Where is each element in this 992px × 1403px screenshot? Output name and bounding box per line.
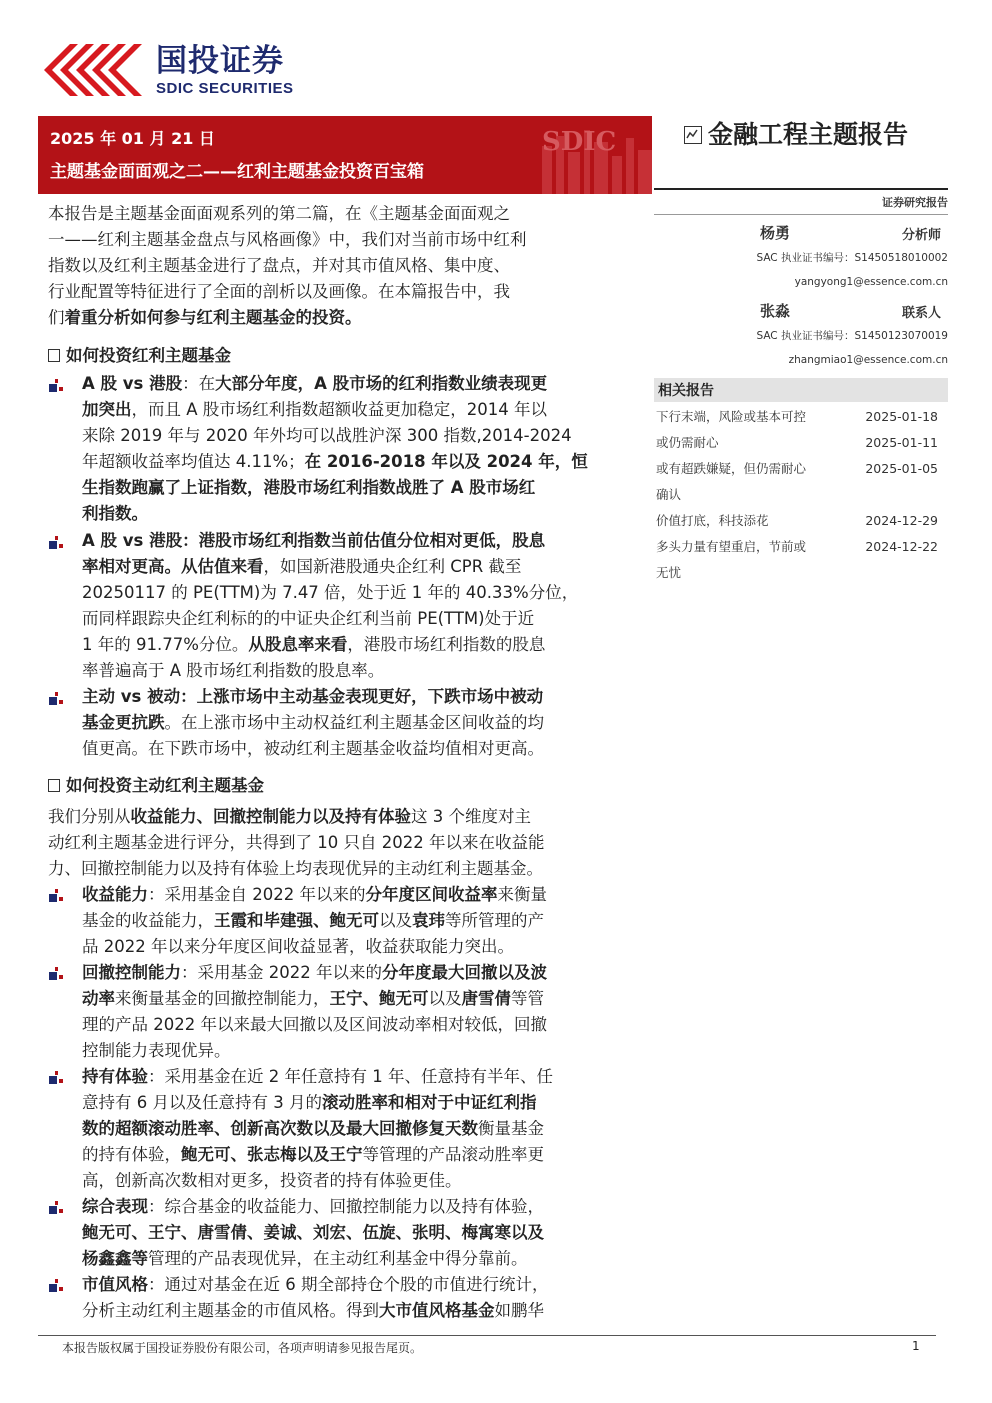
related-report-link[interactable]: 确认 (656, 487, 682, 502)
text-span: 理的产品 2022 年以来最大回撤以及区间波动率相对较低，回撤 (82, 1015, 547, 1034)
bullet-text (82, 371, 642, 527)
skyline-decoration-icon (392, 116, 652, 194)
company-logo (44, 40, 324, 100)
section-title: 如何投资红利主题基金 (66, 346, 231, 365)
list-icon (48, 349, 60, 362)
text-span: ，如国新港股通央企红利 CPR 截至 (263, 557, 522, 576)
section-title: 如何投资主动红利主题基金 (66, 776, 264, 795)
text-span: 收益能力、回撤控制能力以及持有体验 (130, 807, 411, 826)
bullet-text (82, 1194, 642, 1272)
text-span: 生指数跑赢了上证指数，港股市场红利指数战胜了 A 股市场红 (82, 478, 536, 497)
related-report-date: 2024-12-29 (865, 513, 938, 528)
text-span: 。在上涨市场中主动权益红利主题基金区间收益的均 (164, 713, 544, 732)
section-header (48, 772, 264, 796)
text-span: 来除 2019 年与 2020 年外均可以战胜沪深 300 指数,2014-2024 (82, 426, 572, 445)
text-line: 指数以及红利主题基金进行了盘点，并对其市值风格、集中度、 (48, 256, 510, 275)
text-span: 数的超额滚动胜率、创新高次数以及最大回撤修复天数 (82, 1119, 478, 1138)
related-report-link[interactable]: 无忧 (656, 565, 682, 580)
text-span: 年超额收益率均值达 4.11%； (82, 452, 305, 471)
text-span: 的持有体验， (82, 1145, 181, 1164)
text-span: 品 2022 年以来分年度区间收益显著，收益获取能力突出。 (82, 937, 514, 956)
text-span: ，而且 A 股市场红利指数超额收益更加稳定，2014 年以 (131, 400, 548, 419)
text-span: 等所管理的产 (445, 911, 544, 930)
logo-cn-text: 国投证券 (156, 43, 284, 79)
text-span: 来衡量基金的回撤控制能力， (115, 989, 330, 1008)
text-span: 动率 (82, 989, 115, 1008)
bullet-icon (48, 966, 64, 982)
related-report-link[interactable]: 价值打底，科技添花 (656, 513, 769, 528)
analyst-cert: SAC 执业证书编号：S1450518010002 (756, 252, 948, 264)
bullet-icon (48, 691, 64, 707)
text-span: 分年度区间收益率 (365, 885, 498, 904)
intro-paragraph (48, 201, 618, 331)
footer-disclaimer: 本报告版权属于国投证券股份有限公司，各项声明请参见报告尾页。 (62, 1341, 423, 1355)
related-report-link[interactable]: 或有超跌嫌疑，但仍需耐心 (656, 461, 807, 476)
related-report-date: 2025-01-05 (865, 461, 938, 476)
text-span: 我们分别从 (48, 807, 131, 826)
text-span: ：采用基金在近 2 年任意持有 1 年、任意持有半年、任 (148, 1067, 553, 1086)
related-report-date: 2024-12-22 (865, 539, 938, 554)
bullet-text (82, 1064, 642, 1194)
chart-line-icon (684, 126, 702, 144)
text-span: 值更高。在下跌市场中，被动红利主题基金收益均值相对更高。 (82, 739, 544, 758)
text-span: 以及 (379, 911, 412, 930)
bullet-icon (48, 1200, 64, 1216)
text-span: 基金更抗跌 (82, 713, 165, 732)
related-reports-title: 相关报告 (658, 383, 714, 399)
text-span: 1 年的 91.77%分位。 (82, 635, 249, 654)
text-span: 持有体验 (82, 1067, 148, 1086)
text-span: 袁玮 (412, 911, 445, 930)
analyst-role: 联系人 (902, 306, 942, 321)
analyst-name: 杨勇 (760, 224, 791, 242)
analyst-name: 张淼 (760, 302, 791, 320)
text-span: 收益能力 (82, 885, 148, 904)
report-type: 金融工程主题报告 (708, 120, 909, 149)
text-span: 来衡量 (497, 885, 547, 904)
text-span: 控制能力表现优异。 (82, 1041, 231, 1060)
text-span: ，港股市场红利指数的股息 (347, 635, 546, 654)
text-span: 管理的产品表现优异，在主动红利基金中得分靠前。 (148, 1249, 528, 1268)
text-span: 高，创新高次数相对更多，投资者的持有体验更佳。 (82, 1171, 462, 1190)
text-span: 鲍无可、张志梅以及王宁 (181, 1145, 363, 1164)
divider (654, 188, 948, 190)
text-span: 主动 vs 被动：上涨市场中主动基金表现更好，下跌市场中被动 (82, 687, 544, 706)
text-span: 大部分年度，A 股市场的红利指数业绩表现更 (215, 374, 548, 393)
analyst-role: 分析师 (902, 228, 942, 243)
text-span: 意持有 6 月以及任意持有 3 月的 (82, 1093, 322, 1112)
logo-mark-icon (44, 44, 148, 96)
text-span: 鲍无可、王宁、唐雪倩、姜诚、刘宏、伍旋、张明、梅寓寒以及 (82, 1223, 544, 1242)
text-span: 力、回撤控制能力以及持有体验上均表现优异的主动红利主题基金。 (48, 859, 543, 878)
report-title: 主题基金面面观之二——红利主题基金投资百宝箱 (50, 162, 424, 182)
related-report-link[interactable]: 或仍需耐心 (656, 435, 719, 450)
text-span: 等管理的产品滚动胜率更 (362, 1145, 544, 1164)
text-span: A 股 vs 港股 (82, 374, 183, 393)
analyst-cert: SAC 执业证书编号：S1450123070019 (756, 330, 948, 342)
text-span: 分析主动红利主题基金的市值风格。得到 (82, 1301, 379, 1320)
bullet-text (82, 960, 642, 1064)
bullet-text (82, 528, 642, 684)
text-line: 一——红利主题基金盘点与风格画像》中，我们对当前市场中红利 (48, 230, 527, 249)
bullet-icon (48, 888, 64, 904)
banner-watermark: SDIC (542, 127, 617, 157)
text-span: 等管 (511, 989, 544, 1008)
bullet-text (82, 1272, 642, 1324)
text-span: 回撤控制能力 (82, 963, 181, 982)
text-span: 率相对更高。从估值来看 (82, 557, 264, 576)
divider (654, 214, 948, 215)
section2-intro (48, 804, 638, 882)
text-span: 这 3 个维度对主 (411, 807, 531, 826)
text-span: 大市值风格基金 (379, 1301, 495, 1320)
text-span: 王霞和毕建强、鲍无可 (214, 911, 379, 930)
text-span: 唐雪倩 (461, 989, 511, 1008)
text-bold: 着重分析如何参与红利主题基金的投资。 (64, 308, 362, 327)
text-span: 而同样跟踪央企红利标的的中证央企红利当前 PE(TTM)处于近 (82, 609, 535, 628)
report-date: 2025 年 01 月 21 日 (50, 129, 215, 148)
title-banner (38, 116, 652, 194)
page-number: 1 (912, 1339, 920, 1353)
text-line: 行业配置等特征进行了全面的剖析以及画像。在本篇报告中，我 (48, 282, 510, 301)
text-span: 从股息率来看 (248, 635, 348, 654)
text-span: 如鹏华 (494, 1301, 544, 1320)
text-span: ：通过对基金在近 6 期全部持仓个股的市值进行统计， (148, 1275, 549, 1294)
text-span: 分年度最大回撤以及波 (381, 963, 547, 982)
text-span: 率普遍高于 A 股市场红利指数的股息率。 (82, 661, 385, 680)
text-span: 衡量基金 (478, 1119, 544, 1138)
text-span: 基金的收益能力， (82, 911, 214, 930)
text-line: 们 (48, 308, 65, 327)
related-reports-header (654, 378, 948, 402)
text-span: 动红利主题基金进行评分，共得到了 10 只自 2022 年以来在收益能 (48, 833, 545, 852)
text-span: 综合表现 (82, 1197, 148, 1216)
text-span: 以及 (428, 989, 462, 1008)
text-span: 在 2016-2018 年以及 2024 年，恒 (304, 452, 588, 471)
analyst-email[interactable]: yangyong1@essence.com.cn (794, 276, 948, 288)
list-icon (48, 779, 60, 792)
text-span: A 股 vs 港股：港股市场红利指数当前估值分位相对更低，股息 (82, 531, 546, 550)
related-report-link[interactable]: 多头力量有望重启，节前或 (656, 539, 807, 554)
text-span: 滚动胜率和相对于中证红利指 (321, 1093, 537, 1112)
bullet-icon (48, 535, 64, 551)
bullet-icon (48, 1070, 64, 1086)
logo-en-text: SDIC SECURITIES (156, 80, 294, 97)
bullet-text (82, 684, 642, 762)
text-span: 市值风格 (82, 1275, 148, 1294)
text-span: ：综合基金的收益能力、回撤控制能力以及持有体验， (148, 1197, 544, 1216)
bullet-text (82, 882, 642, 960)
text-span: 利指数。 (82, 504, 148, 523)
report-type-block (684, 118, 946, 154)
doc-kind-label: 证券研究报告 (882, 196, 948, 209)
text-span: 20250117 的 PE(TTM)为 7.47 倍，处于近 1 年的 40.33%分位， (82, 583, 579, 602)
text-span: 杨鑫鑫等 (82, 1249, 148, 1268)
related-report-link[interactable]: 下行末端，风险或基本可控 (656, 409, 807, 424)
text-span: ：采用基金自 2022 年以来的 (148, 885, 366, 904)
text-span: ：在 (182, 374, 216, 393)
bullet-icon (48, 378, 64, 394)
related-report-date: 2025-01-18 (865, 409, 938, 424)
bullet-icon (48, 1278, 64, 1294)
text-line: 本报告是主题基金面面观系列的第二篇，在《主题基金面面观之 (48, 204, 510, 223)
footer-divider (38, 1335, 936, 1336)
related-report-date: 2025-01-11 (865, 435, 938, 450)
text-span: ：采用基金 2022 年以来的 (181, 963, 382, 982)
analyst-email[interactable]: zhangmiao1@essence.com.cn (788, 354, 948, 366)
text-span: 王宁、鲍无可 (329, 989, 429, 1008)
text-span: 加突出 (82, 400, 132, 419)
section-header (48, 342, 231, 366)
